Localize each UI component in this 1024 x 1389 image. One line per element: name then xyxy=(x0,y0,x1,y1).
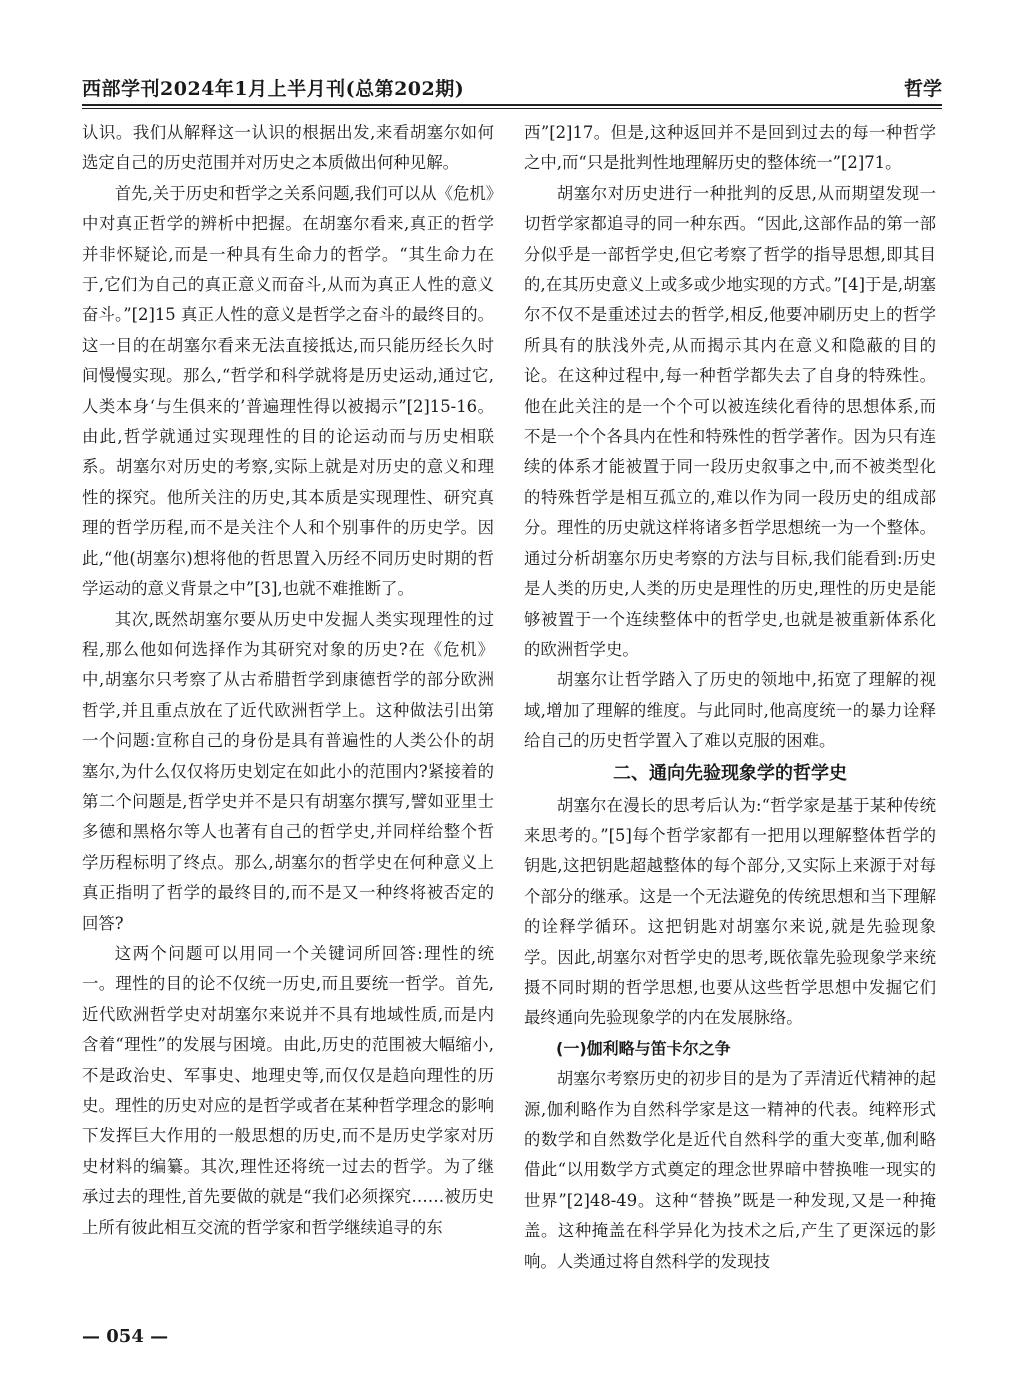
body-paragraph: 其次,既然胡塞尔要从历史中发掘人类实现理性的过程,那么他如何选择作为其研究对象的历史?在《危机》中,胡塞尔只考察了从古希腊哲学到康德哲学的部分欧洲哲学,并且重点放在了近代欧洲哲学上。这种做法引出第一个问题:宣称自己的身份是具有普遍性的人类公仆的胡塞尔,为什么仅仅将历史划定在如此小的范围内?紧接着的第二个问题是,哲学史并不是只有胡塞尔撰写,譬如亚里士多德和黑格尔等人也著有自己的哲学史,并同样给整个哲学历程标明了终点。那么,胡塞尔的哲学史在何种意义上真正指明了哲学的最终目的,而不是又一种终将被否定的回答? xyxy=(82,609,494,933)
journal-title: 西部学刊2024年1月上半月刊(总第202期) xyxy=(82,78,465,100)
body-paragraph: 西”[2]17。但是,这种返回并不是回到过去的每一种哲学之中,而“只是批判性地理解历史的整体统一”[2]71。 xyxy=(524,123,936,173)
body-paragraph: 胡塞尔让哲学踏入了历史的领地中,拓宽了理解的视域,增加了理解的维度。与此同时,他高度统一的暴力诠释给自己的历史哲学置入了难以克服的困难。 xyxy=(524,670,936,751)
header-rule xyxy=(82,104,942,106)
header-rule-thin xyxy=(82,108,942,109)
page-number: — 054 — xyxy=(82,1326,169,1347)
section-label: 哲学 xyxy=(903,78,942,100)
body-paragraph: 认识。我们从解释这一认识的根据出发,来看胡塞尔如何选定自己的历史范围并对历史之本质做出何种见解。 xyxy=(82,123,494,173)
subsection-heading: (一)伽利略与笛卡尔之争 xyxy=(556,1038,731,1058)
right-column xyxy=(524,118,936,1318)
left-column xyxy=(82,118,494,1318)
running-header xyxy=(82,74,942,102)
body-paragraph: 这两个问题可以用同一个关键词所回答:理性的统一。理性的目的论不仅统一历史,而且要统一哲学。首先,近代欧洲哲学史对胡塞尔来说并不具有地域性质,而是内含着“理性”的发展与困境。由此,历史的范围被大幅缩小,不是政治史、军事史、地理史等,而仅仅是趋向理性的历史。理性的历史对应的是哲学或者在某种哲学理念的影响下发挥巨大作用的一般思想的历史,而不是历史学家对历史材料的编纂。其次,理性还将统一过去的哲学。为了继承过去的理性,首先要做的就是“我们必须探究……被历史上所有彼此相互交流的哲学家和哲学继续追寻的东 xyxy=(82,943,494,1237)
section-heading: 二、通向先验现象学的哲学史 xyxy=(613,762,847,784)
body-paragraph: 胡塞尔在漫长的思考后认为:“哲学家是基于某种传统来思考的。”[5]每个哲学家都有一把用以理解整体哲学的钥匙,这把钥匙超越整体的每个部分,又实际上来源于对每个部分的继承。这是一个无法避免的传统思想和当下理解的诠释学循环。这把钥匙对胡塞尔来说,就是先验现象学。因此,胡塞尔对哲学史的思考,既依靠先验现象学来统摄不同时期的哲学思想,也要从这些哲学思想中发掘它们最终通向先验现象学的内在发展脉络。 xyxy=(524,795,936,1028)
body-paragraph: 首先,关于历史和哲学之关系问题,我们可以从《危机》中对真正哲学的辨析中把握。在胡塞尔看来,真正的哲学并非怀疑论,而是一种具有生命力的哲学。“其生命力在于,它们为自己的真正意义而奋斗,从而为真正人性的意义奋斗。”[2]15 真正人性的意义是哲学之奋斗的最终目的。这一目的在胡塞尔看来无法直接抵达,而只能历经长久时间慢慢实现。那么,“哲学和科学就将是历史运动,通过它,人类本身‘与生俱来的’普遍理性得以被揭示”[2]15-16。由此,哲学就通过实现理性的目的论运动而与历史相联系。胡塞尔对历史的考察,实际上就是对历史的意义和理性的探究。他所关注的历史,其本质是实现理性、研究真理的哲学历程,而不是关注个人和个别事件的历史学。因此,“他(胡塞尔)想将他的哲思置入历经不同历史时期的哲学运动的意义背景之中”[3],也就不难推断了。 xyxy=(82,183,494,599)
body-paragraph: 胡塞尔对历史进行一种批判的反思,从而期望发现一切哲学家都追寻的同一种东西。“因此,这部作品的第一部分似乎是一部哲学史,但它考察了哲学的指导思想,即其目的,在其历史意义上或多或少地实现的方式。”[4]于是,胡塞尔不仅不是重述过去的哲学,相反,他要冲刷历史上的哲学所具有的肤浅外壳,从而揭示其内在意义和隐蔽的目的论。在这种过程中,每一种哲学都失去了自身的特殊性。他在此关注的是一个个可以被连续化看待的思想体系,而不是一个个各具内在性和特殊性的哲学著作。因为只有连续的体系才能被置于同一段历史叙事之中,而不被类型化的特殊哲学是相互孤立的,难以作为同一段历史的组成部分。理性的历史就这样将诸多哲学思想统一为一个整体。通过分析胡塞尔历史考察的方法与目标,我们能看到:历史是人类的历史,人类的历史是理性的历史,理性的历史是能够被置于一个连续整体中的哲学史,也就是被重新体系化的欧洲哲学史。 xyxy=(524,183,936,659)
body-paragraph: 胡塞尔考察历史的初步目的是为了弄清近代精神的起源,伽利略作为自然科学家是这一精神的代表。纯粹形式的数学和自然数学化是近代自然科学的重大变革,伽利略借此“以用数学方式奠定的理念世界暗中替换唯一现实的世界”[2]48-49。这种“替换”既是一种发现,又是一种掩盖。这种掩盖在科学异化为技术之后,产生了更深远的影响。人类通过将自然科学的发现技 xyxy=(524,1069,936,1271)
